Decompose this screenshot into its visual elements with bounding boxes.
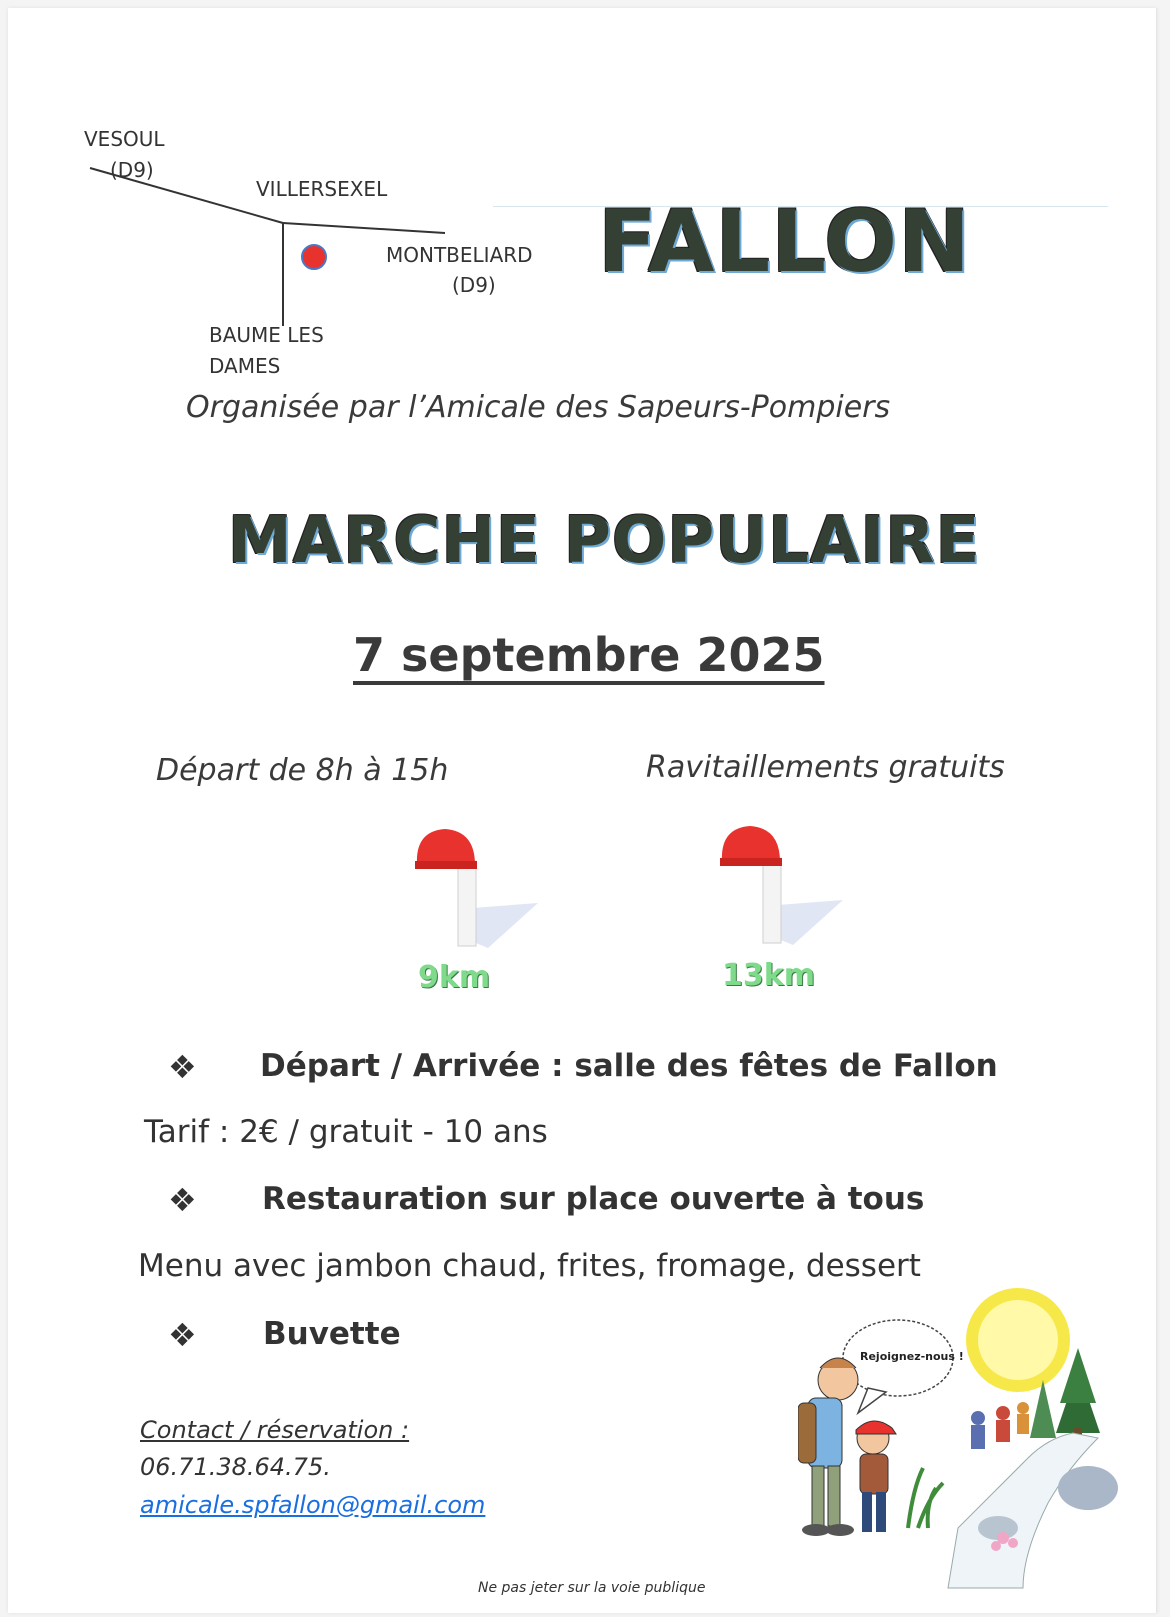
bullet-icon: ❖ bbox=[168, 1181, 197, 1219]
route-distance-long: 13km bbox=[722, 958, 815, 993]
start-finish-info: Départ / Arrivée : salle des fêtes de Fallon bbox=[260, 1048, 998, 1084]
contact-email-link[interactable]: amicale.spfallon@gmail.com bbox=[140, 1491, 486, 1519]
contact-phone[interactable]: 06.71.38.64.75. bbox=[140, 1453, 331, 1481]
route-map bbox=[8, 8, 568, 408]
map-label-villersexel: VILLERSEXEL bbox=[256, 177, 388, 201]
map-label-d9-right: (D9) bbox=[452, 273, 496, 297]
contact-heading: Contact / réservation : bbox=[140, 1416, 410, 1444]
speech-bubble-text: Rejoignez-nous ! bbox=[860, 1350, 964, 1363]
menu-info: Menu avec jambon chaud, frites, fromage, dessert bbox=[138, 1248, 921, 1284]
route-marker-13km-icon bbox=[718, 820, 848, 960]
road-montbeliard bbox=[283, 223, 445, 233]
hikers-illustration bbox=[798, 1288, 1128, 1613]
bullet-icon: ❖ bbox=[168, 1316, 197, 1354]
price-info: Tarif : 2€ / gratuit - 10 ans bbox=[144, 1114, 548, 1150]
route-distance-short: 9km bbox=[418, 960, 491, 995]
catering-info: Restauration sur place ouverte à tous bbox=[262, 1181, 925, 1217]
flyer-page bbox=[8, 8, 1157, 1613]
map-label-baume-1: BAUME LES bbox=[209, 323, 324, 347]
town-title: FALLON bbox=[598, 192, 972, 292]
departure-time: Départ de 8h à 15h bbox=[156, 753, 449, 788]
map-label-d9-left: (D9) bbox=[110, 158, 154, 182]
map-label-baume-2: DAMES bbox=[209, 354, 281, 378]
map-label-vesoul: VESOUL bbox=[84, 127, 165, 151]
bullet-icon: ❖ bbox=[168, 1048, 197, 1086]
fallon-location-dot bbox=[302, 245, 326, 269]
event-title: MARCHE POPULAIRE bbox=[228, 504, 981, 578]
map-label-montbeliard: MONTBELIARD bbox=[386, 243, 533, 267]
event-date: 7 septembre 2025 bbox=[353, 628, 825, 682]
footer-note: Ne pas jeter sur la voie publique bbox=[478, 1580, 706, 1596]
bar-info: Buvette bbox=[263, 1316, 401, 1352]
organizer-line: Organisée par l’Amicale des Sapeurs-Pompiers bbox=[186, 390, 891, 425]
route-marker-9km-icon bbox=[413, 823, 543, 963]
supplies-info: Ravitaillements gratuits bbox=[646, 750, 1005, 785]
